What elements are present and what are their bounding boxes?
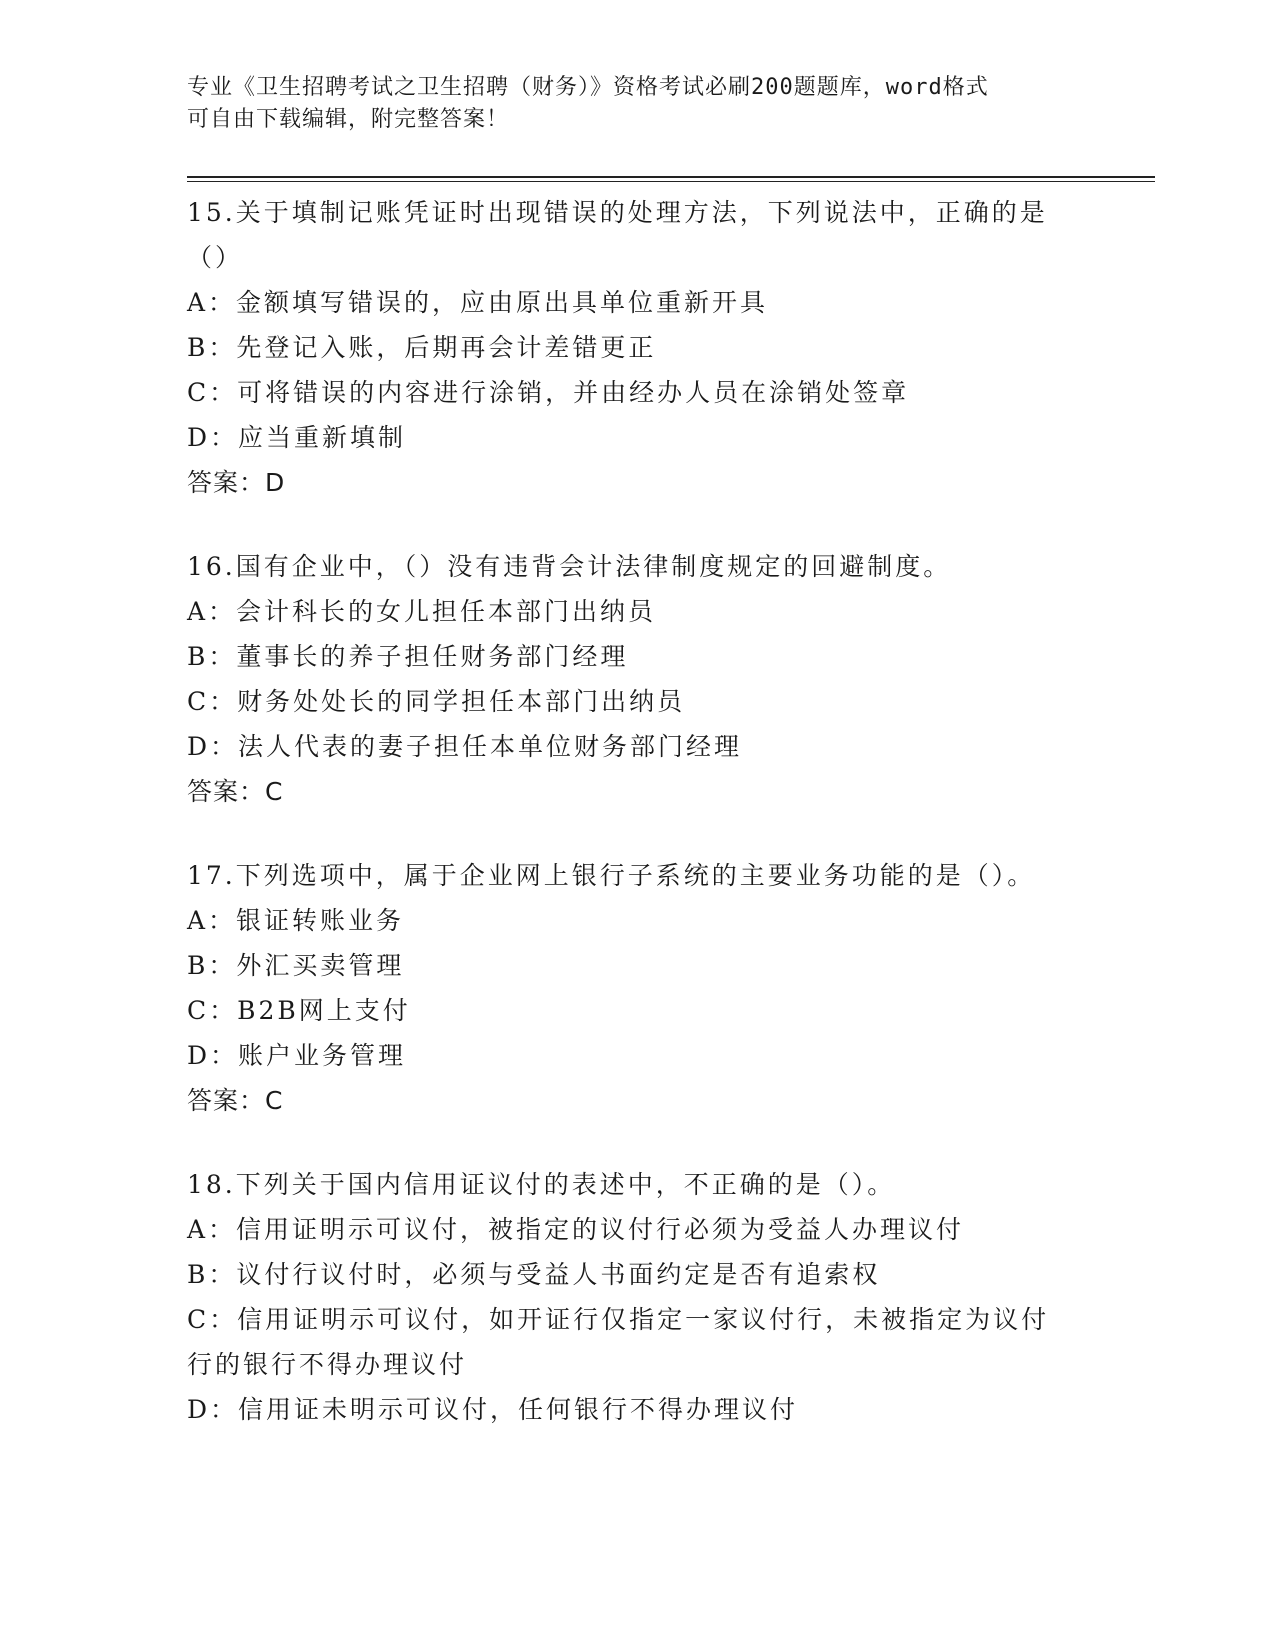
question-list [187, 190, 1087, 1471]
header-divider-thin [187, 181, 1155, 182]
option-a: A：银证转账业务 [187, 906, 405, 935]
option-a: A：会计科长的女儿担任本部门出纳员 [187, 597, 657, 626]
question-stem: 16.国有企业中，（）没有违背会计法律制度规定的回避制度。 [187, 552, 952, 581]
question-stem: 17.下列选项中，属于企业网上银行子系统的主要业务功能的是（）。 [187, 861, 1036, 890]
option-c-continued: 行的银行不得办理议付 [187, 1350, 468, 1379]
header-divider-thick [187, 176, 1155, 178]
option-b: B：先登记入账，后期再会计差错更正 [187, 333, 657, 362]
option-d: D：账户业务管理 [187, 1041, 407, 1070]
answer-line: 答案：C [187, 1086, 284, 1115]
option-c: C：信用证明示可议付，如开证行仅指定一家议付行，未被指定为议付 [187, 1305, 1050, 1334]
option-b: B：议付行议付时，必须与受益人书面约定是否有追索权 [187, 1260, 881, 1289]
option-b: B：外汇买卖管理 [187, 951, 405, 980]
option-a: A：金额填写错误的，应由原出具单位重新开具 [187, 288, 769, 317]
option-d: D：信用证未明示可议付，任何银行不得办理议付 [187, 1395, 799, 1424]
header-title-line-1: 专业《卫生招聘考试之卫生招聘（财务）》资格考试必刷200题题库，word格式 [187, 75, 989, 100]
header-title-line-2: 可自由下载编辑，附完整答案！ [187, 107, 510, 132]
option-c: C：财务处处长的同学担任本部门出纳员 [187, 687, 686, 716]
option-c: C：B2B网上支付 [187, 996, 411, 1025]
option-d: D：应当重新填制 [187, 423, 407, 452]
question-stem-continued: （） [187, 243, 244, 272]
question-17 [187, 853, 1087, 1123]
answer-line: 答案：C [187, 777, 284, 806]
document-header [187, 72, 1067, 136]
option-d: D：法人代表的妻子担任本单位财务部门经理 [187, 732, 743, 761]
question-stem: 18.下列关于国内信用证议付的表述中，不正确的是（）。 [187, 1170, 896, 1199]
question-18 [187, 1162, 1087, 1432]
question-stem: 15.关于填制记账凭证时出现错误的处理方法，下列说法中，正确的是 [187, 198, 1048, 227]
option-c: C：可将错误的内容进行涂销，并由经办人员在涂销处签章 [187, 378, 910, 407]
question-16 [187, 544, 1087, 814]
option-b: B：董事长的养子担任财务部门经理 [187, 642, 629, 671]
question-15 [187, 190, 1087, 505]
answer-line: 答案：D [187, 468, 286, 497]
option-a: A：信用证明示可议付，被指定的议付行必须为受益人办理议付 [187, 1215, 965, 1244]
